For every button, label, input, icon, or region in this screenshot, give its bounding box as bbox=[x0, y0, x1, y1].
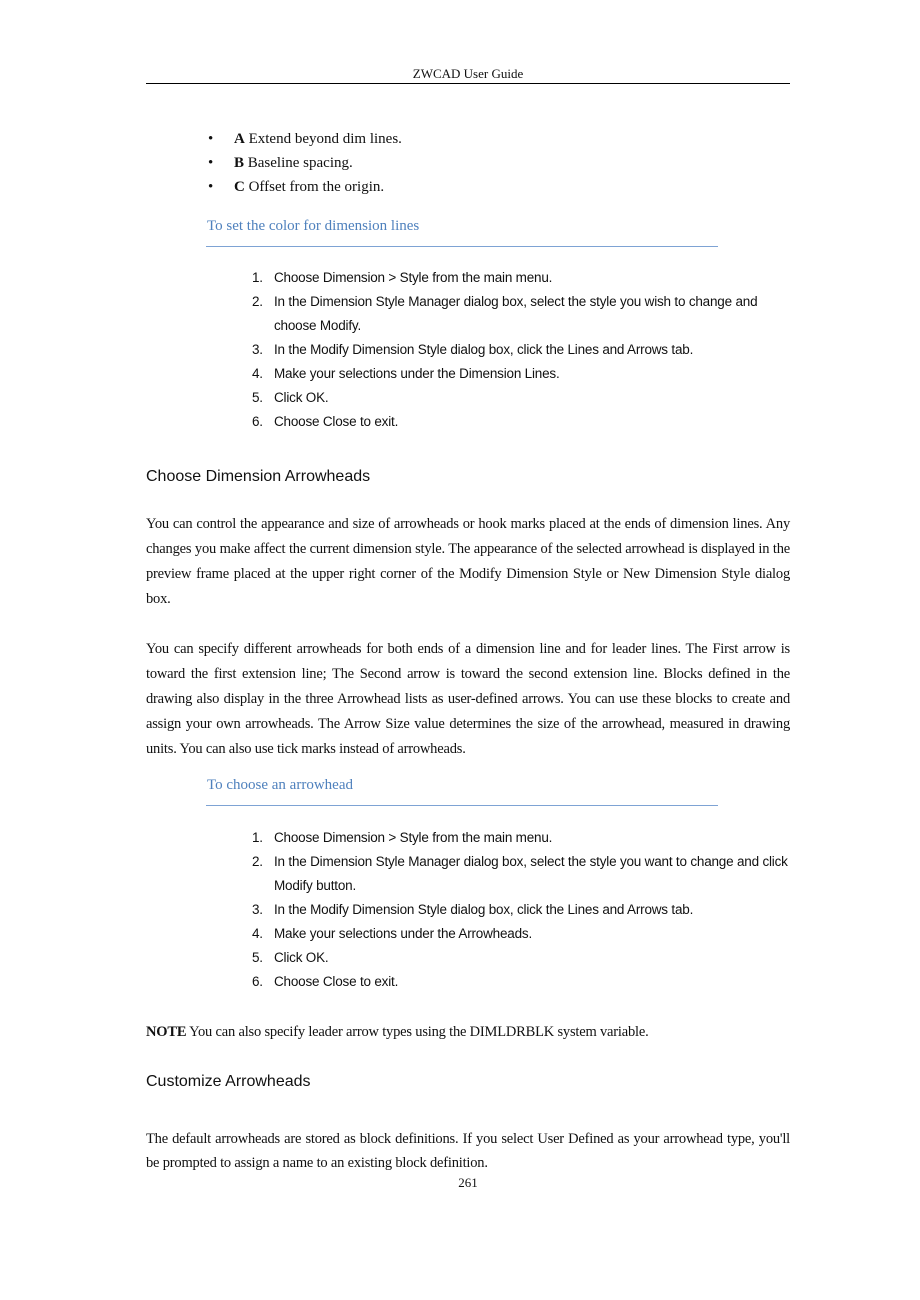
step-number: 1. bbox=[252, 830, 263, 845]
step-number: 3. bbox=[252, 902, 263, 917]
bullet-key: A bbox=[234, 131, 245, 147]
subheading-color-dim-lines: To set the color for dimension lines bbox=[207, 218, 420, 234]
bullet-text: Baseline spacing. bbox=[244, 155, 353, 171]
step-item bbox=[252, 338, 792, 362]
step-item bbox=[252, 386, 792, 410]
step-text: Make your selections under the Dimension Lines. bbox=[274, 366, 560, 381]
note-label: NOTE bbox=[146, 1024, 187, 1040]
step-item bbox=[252, 898, 792, 922]
page-number: 261 bbox=[458, 1175, 478, 1190]
step-number: 5. bbox=[252, 390, 263, 405]
step-item bbox=[252, 970, 792, 994]
step-text: In the Dimension Style Manager dialog box, select the style you want to change and click Modify button. bbox=[274, 854, 788, 893]
bullet-item bbox=[208, 127, 402, 151]
step-text: In the Modify Dimension Style dialog box, click the Lines and Arrows tab. bbox=[274, 342, 694, 357]
step-item bbox=[252, 290, 792, 338]
step-number: 6. bbox=[252, 414, 263, 429]
step-item bbox=[252, 850, 792, 898]
step-number: 5. bbox=[252, 950, 263, 965]
paragraph: You can specify different arrowheads for both ends of a dimension line and for leader lines. The First arrow is toward the first extension line; The Second arrow is toward the second extension line. Blocks defined in the drawing also display in the three Arrowhead lists as user-defined arrows. You can use these blocks to create and assign your own arrowheads. The Arrow Size value determines the size of the arrowhead, measured in drawing units. You can also use tick marks instead of arrowheads. bbox=[146, 641, 790, 757]
step-number: 2. bbox=[252, 294, 263, 309]
step-text: In the Modify Dimension Style dialog box, click the Lines and Arrows tab. bbox=[274, 902, 694, 917]
step-text: In the Dimension Style Manager dialog box, select the style you wish to change and choose Modify. bbox=[274, 294, 758, 333]
bullet-text: Extend beyond dim lines. bbox=[244, 131, 402, 147]
heading-choose-arrowheads: Choose Dimension Arrowheads bbox=[146, 468, 371, 485]
step-text: Make your selections under the Arrowheads. bbox=[274, 926, 532, 941]
step-text: Choose Close to exit. bbox=[274, 414, 399, 429]
step-number: 1. bbox=[252, 270, 263, 285]
bullet-text: Offset from the origin. bbox=[244, 179, 385, 195]
subheading-rule bbox=[206, 805, 718, 806]
bullet-item bbox=[208, 151, 402, 175]
step-item bbox=[252, 946, 792, 970]
heading-customize-arrowheads: Customize Arrowheads bbox=[146, 1073, 311, 1090]
step-number: 6. bbox=[252, 974, 263, 989]
steps-list-2 bbox=[252, 826, 792, 994]
step-number: 4. bbox=[252, 366, 263, 381]
step-text: Click OK. bbox=[274, 390, 329, 405]
step-text: Click OK. bbox=[274, 950, 329, 965]
page-header: ZWCAD User Guide bbox=[412, 66, 524, 81]
bullet-item bbox=[208, 175, 402, 199]
step-text: Choose Dimension > Style from the main menu. bbox=[274, 830, 553, 845]
step-item bbox=[252, 266, 792, 290]
paragraph: The default arrowheads are stored as block definitions. If you select User Defined as your arrowhead type, you'll be prompted to assign a name to an existing block definition. bbox=[146, 1131, 790, 1171]
bullet-list bbox=[208, 127, 402, 199]
subheading-choose-arrowhead: To choose an arrowhead bbox=[207, 777, 353, 793]
note-text: You can also specify leader arrow types using the DIMLDRBLK system variable. bbox=[186, 1024, 649, 1040]
step-item bbox=[252, 922, 792, 946]
note bbox=[146, 1020, 790, 1045]
header-rule bbox=[146, 83, 790, 84]
paragraph: You can control the appearance and size of arrowheads or hook marks placed at the ends of dimension lines. Any changes you make affect the current dimension style. The appearance of the selected arrowhead is displayed in the preview frame placed at the upper right corner of the Modify Dimension Style or New Dimension Style dialog box. bbox=[146, 516, 790, 607]
step-item bbox=[252, 410, 792, 434]
step-number: 3. bbox=[252, 342, 263, 357]
bullet-key: C bbox=[234, 179, 245, 195]
step-text: Choose Close to exit. bbox=[274, 974, 399, 989]
step-number: 2. bbox=[252, 854, 263, 869]
step-number: 4. bbox=[252, 926, 263, 941]
step-item bbox=[252, 362, 792, 386]
subheading-rule bbox=[206, 246, 718, 247]
step-text: Choose Dimension > Style from the main menu. bbox=[274, 270, 553, 285]
bullet-key: B bbox=[234, 155, 245, 171]
steps-list-1 bbox=[252, 266, 792, 434]
step-item bbox=[252, 826, 792, 850]
